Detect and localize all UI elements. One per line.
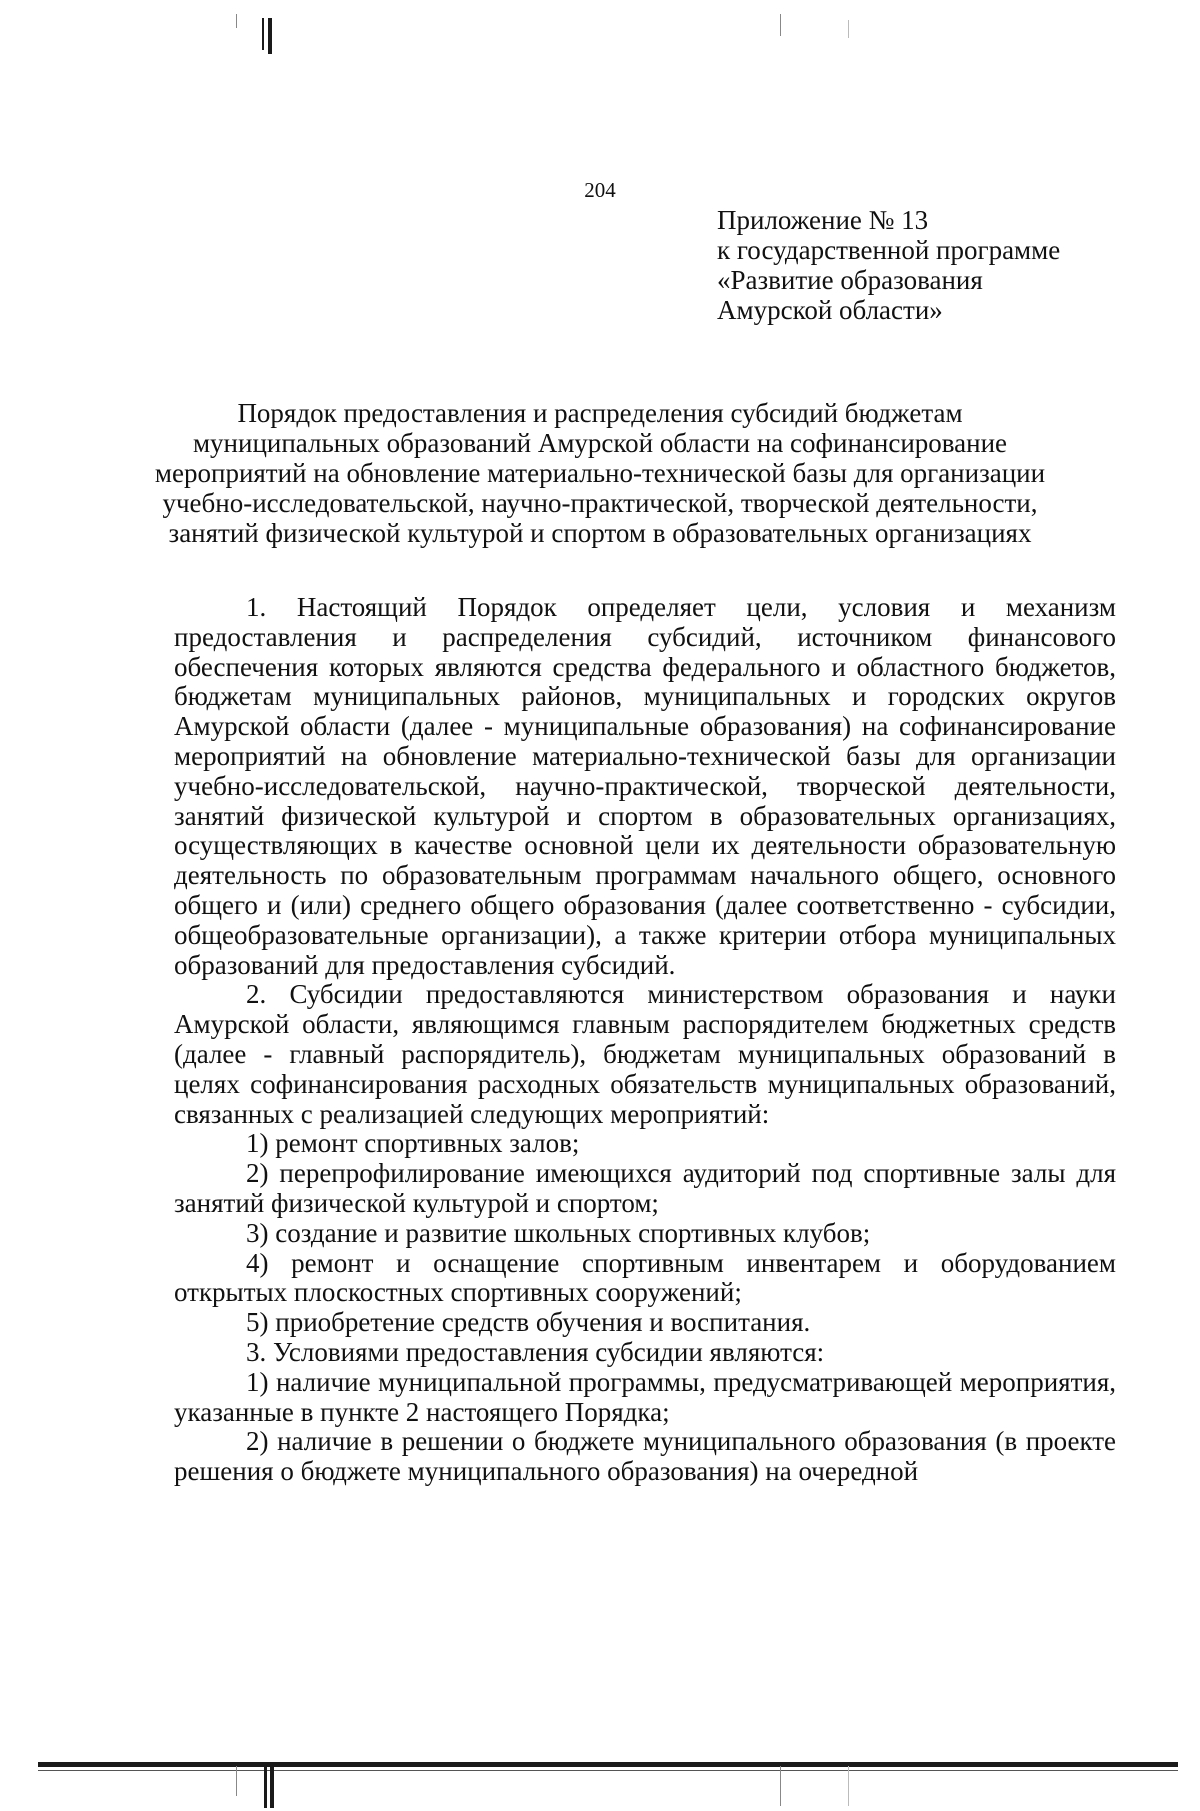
- scan-mark-bottom: [264, 1762, 267, 1808]
- scan-mark-bottom: [780, 1766, 781, 1806]
- list-item: 1) наличие муниципальной программы, предусматривающей мероприятия, указанные в пункте 2 настоящего Порядка;: [174, 1366, 1116, 1427]
- list-item: 1) ремонт спортивных залов;: [246, 1128, 580, 1159]
- title-line: учебно-исследовательской, научно-практической, творческой деятельности,: [162, 488, 1038, 518]
- scan-mark-bottom: [236, 1766, 237, 1796]
- scan-mark-top: [268, 18, 272, 54]
- paragraph-3: 3. Условиями предоставления субсидии являются:: [246, 1336, 825, 1367]
- document-body: [174, 593, 1116, 1487]
- paragraph-2: 2. Субсидии предоставляются министерством образования и науки Амурской области, являющимся главным распорядителем бюджетных средств (далее - главный распорядитель), бюджетам муниципальных образований в целях софинансирования расходных обязательств муниципальных образований, связанных с реализацией следующих мероприятий:: [174, 979, 1116, 1129]
- scan-mark-top: [848, 20, 849, 38]
- list-item: 5) приобретение средств обучения и воспитания.: [246, 1307, 811, 1338]
- appendix-line: «Развитие образования: [717, 265, 983, 295]
- appendix-line: Амурской области»: [717, 295, 943, 325]
- title-line: Порядок предоставления и распределения субсидий бюджетам: [237, 398, 963, 428]
- list-item: 2) наличие в решении о бюджете муниципального образования (в проекте решения о бюджете муниципального образования) на очередной: [174, 1426, 1116, 1487]
- appendix-line: к государственной программе: [717, 235, 1061, 265]
- scan-edge-bottom: [38, 1762, 1178, 1767]
- scan-edge-bottom: [38, 1770, 1178, 1771]
- list-item: 4) ремонт и оснащение спортивным инвентарем и оборудованием открытых плоскостных спортивных сооружений;: [174, 1247, 1116, 1308]
- list-item: 3) создание и развитие школьных спортивных клубов;: [246, 1217, 871, 1248]
- title-line: мероприятий на обновление материально-технической базы для организации: [154, 458, 1046, 488]
- paragraph-1: 1. Настоящий Порядок определяет цели, условия и механизм предоставления и распределения субсидий, источником финансового обеспечения которых являются средства федерального и областного бюджетов, бюджетам муниципальных районов, муниципальных и городских округов Амурской области (далее - муниципальные образования) на софинансирование мероприятий на обновление материально-технической базы для организации учебно-исследовательской, научно-практической, творческой деятельности, занятий физической культурой и спортом в образовательных организациях, осуществляющих в качестве основной цели их деятельности образовательную деятельность по образовательным программам начального общего, основного общего и (или) среднего общего образования (далее соответственно - субсидии, общеобразовательные организации), а также критерии отбора муниципальных образований для предоставления субсидий.: [174, 592, 1116, 980]
- scan-mark-bottom: [848, 1766, 849, 1806]
- scan-mark-top: [262, 18, 264, 50]
- list-item: 2) перепрофилирование имеющихся аудиторий под спортивные залы для занятий физической культурой и спортом;: [174, 1158, 1116, 1218]
- document-title: [150, 398, 1050, 548]
- scan-mark-top: [780, 14, 781, 36]
- page-number: 204: [584, 178, 616, 202]
- appendix-line: Приложение № 13: [717, 205, 929, 235]
- scan-mark-bottom: [270, 1762, 274, 1808]
- appendix-block: [717, 205, 1060, 325]
- scan-mark-top: [236, 14, 237, 28]
- title-line: занятий физической культурой и спортом в образовательных организациях: [168, 518, 1032, 548]
- title-line: муниципальных образований Амурской области на софинансирование: [192, 428, 1008, 458]
